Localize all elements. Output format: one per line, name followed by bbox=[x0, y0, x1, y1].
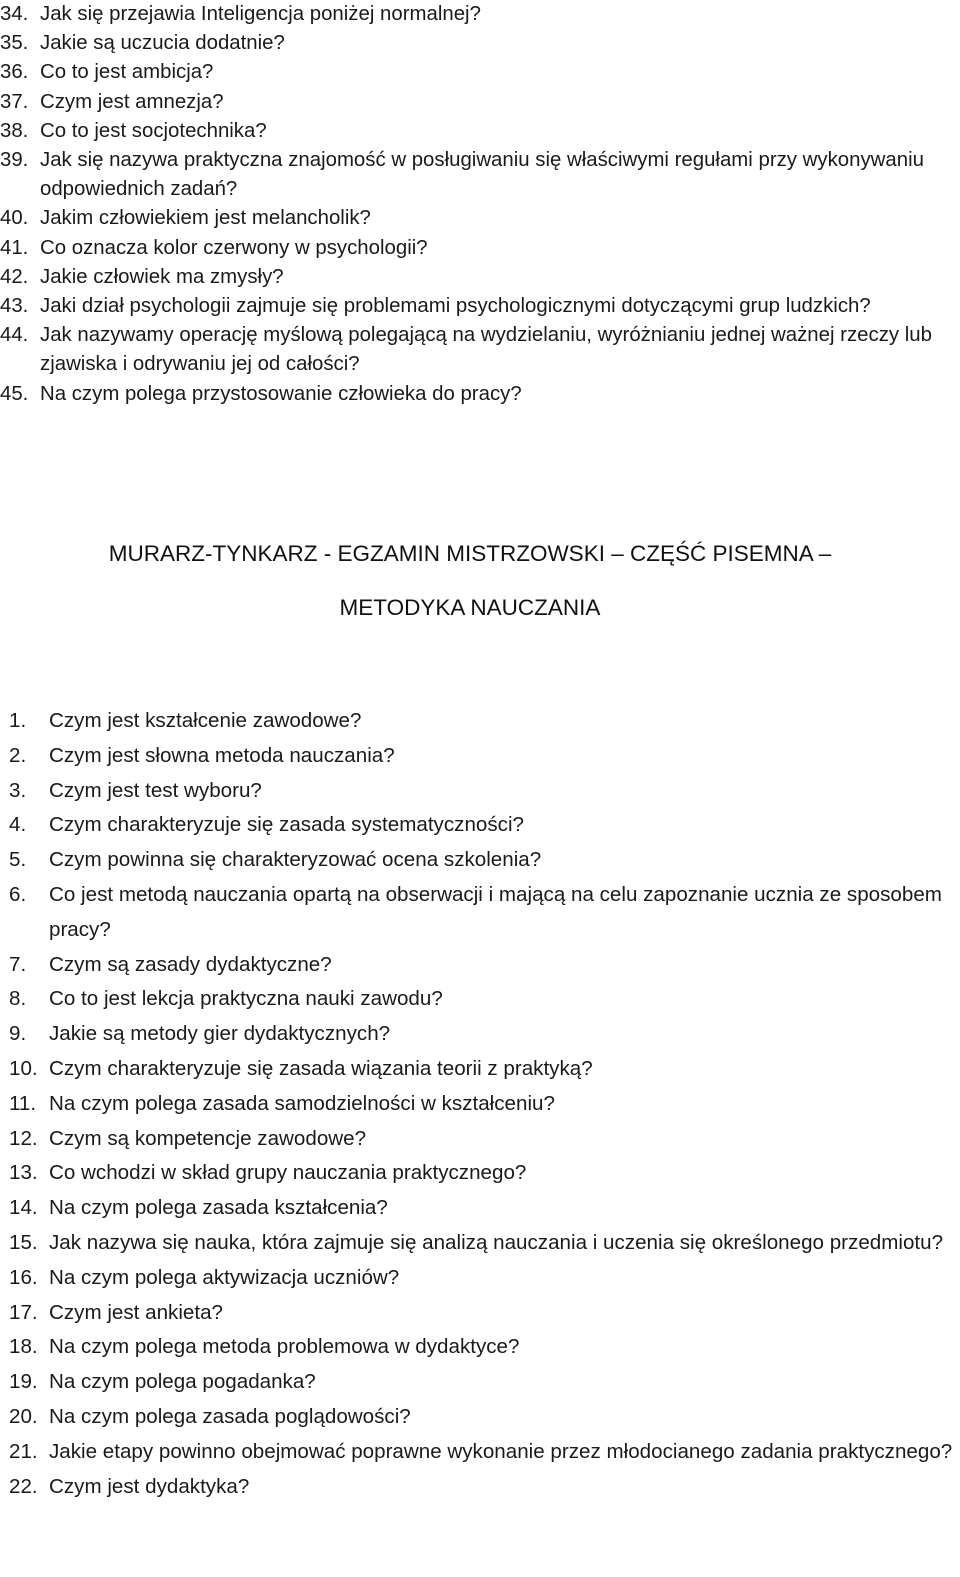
question-text: Na czym polega zasada samodzielności w kształceniu? bbox=[49, 1091, 555, 1115]
question-item bbox=[0, 982, 958, 1017]
question-item bbox=[0, 321, 958, 379]
question-text: Na czym polega pogadanka? bbox=[49, 1370, 316, 1394]
question-text: Co wchodzi w skład grupy nauczania praktycznego? bbox=[49, 1161, 527, 1185]
question-item bbox=[0, 1226, 958, 1261]
question-number: 1. bbox=[9, 709, 27, 732]
question-text: Co jest metodą nauczania opartą na obserwacji i mającą na celu zapoznanie ucznia ze sposobem pracy? bbox=[49, 882, 942, 941]
question-text: Na czym polega zasada poglądowości? bbox=[49, 1404, 411, 1428]
question-number: 8. bbox=[9, 987, 27, 1011]
question-item bbox=[0, 948, 958, 983]
question-item bbox=[0, 117, 958, 146]
question-number: 19. bbox=[9, 1370, 38, 1394]
question-text: Co to jest lekcja praktyczna nauki zawodu? bbox=[49, 987, 443, 1011]
question-item bbox=[0, 808, 958, 843]
question-item bbox=[0, 774, 958, 809]
question-number: 10. bbox=[9, 1056, 38, 1080]
question-number: 44. bbox=[0, 324, 29, 347]
exam-title: MURARZ-TYNKARZ - EGZAMIN MISTRZOWSKI – CZĘŚĆ PISEMNA – bbox=[108, 541, 832, 566]
question-number: 12. bbox=[9, 1126, 38, 1150]
question-number: 37. bbox=[0, 90, 29, 113]
question-item bbox=[0, 146, 958, 204]
question-item bbox=[0, 1052, 958, 1087]
question-number: 20. bbox=[9, 1404, 38, 1428]
question-number: 15. bbox=[9, 1230, 38, 1254]
question-text: Czym jest słowna metoda nauczania? bbox=[49, 743, 395, 767]
question-text: Czym jest test wyboru? bbox=[49, 778, 262, 802]
question-number: 34. bbox=[0, 3, 29, 25]
question-number: 14. bbox=[9, 1196, 38, 1220]
question-item bbox=[0, 1122, 958, 1157]
question-number: 13. bbox=[9, 1161, 38, 1185]
psychology-question-list bbox=[0, 0, 958, 409]
question-text: Czym są kompetencje zawodowe? bbox=[49, 1126, 367, 1150]
question-number: 45. bbox=[0, 382, 29, 405]
question-text: Jak nazywamy operację myślową polegającą na wydzielaniu, wyróżnianiu jednej ważnej rzeczy lub zjawiska i odrywaniu jej od całości? bbox=[40, 324, 932, 376]
question-text: Czym charakteryzuje się zasada systematyczności? bbox=[49, 813, 524, 837]
question-number: 41. bbox=[0, 236, 29, 259]
question-item bbox=[0, 0, 958, 29]
question-text: Czym jest dydaktyka? bbox=[49, 1474, 250, 1498]
question-text: Jak się nazywa praktyczna znajomość w posługiwaniu się właściwymi regułami przy wykonywaniu odpowiednich zadań? bbox=[40, 149, 924, 201]
methodology-question-list bbox=[0, 704, 958, 1504]
question-text: Na czym polega zasada kształcenia? bbox=[49, 1196, 388, 1220]
question-number: 21. bbox=[9, 1439, 38, 1463]
question-item bbox=[0, 380, 958, 409]
question-number: 17. bbox=[9, 1300, 38, 1324]
question-number: 7. bbox=[9, 952, 27, 976]
question-item bbox=[0, 1156, 958, 1191]
question-text: Na czym polega aktywizacja uczniów? bbox=[49, 1265, 400, 1289]
question-number: 36. bbox=[0, 61, 29, 84]
question-item bbox=[0, 234, 958, 263]
question-text: Czym jest ankieta? bbox=[49, 1300, 223, 1324]
question-item bbox=[0, 1191, 958, 1226]
question-number: 9. bbox=[9, 1022, 27, 1046]
question-number: 35. bbox=[0, 32, 29, 55]
question-text: Na czym polega przystosowanie człowieka do pracy? bbox=[40, 382, 522, 405]
question-number: 42. bbox=[0, 265, 29, 288]
question-item bbox=[0, 292, 958, 321]
question-item bbox=[0, 1365, 958, 1400]
question-text: Czym jest amnezja? bbox=[40, 90, 224, 113]
question-item bbox=[0, 1296, 958, 1331]
question-text: Co to jest socjotechnika? bbox=[40, 119, 267, 142]
question-text: Jakie człowiek ma zmysły? bbox=[40, 265, 284, 288]
question-number: 4. bbox=[9, 813, 27, 837]
question-item bbox=[0, 878, 958, 948]
question-text: Jakie są uczucia dodatnie? bbox=[40, 32, 285, 55]
question-number: 38. bbox=[0, 119, 29, 142]
question-number: 11. bbox=[9, 1091, 37, 1115]
question-item bbox=[0, 263, 958, 292]
question-item bbox=[0, 58, 958, 87]
question-text: Czym jest kształcenie zawodowe? bbox=[49, 709, 362, 732]
question-text: Jakie są metody gier dydaktycznych? bbox=[49, 1022, 391, 1046]
question-item bbox=[0, 1470, 958, 1505]
question-text: Czym charakteryzuje się zasada wiązania teorii z praktyką? bbox=[49, 1056, 593, 1080]
question-item bbox=[0, 1400, 958, 1435]
question-text: Jak się przejawia Inteligencja poniżej normalnej? bbox=[40, 3, 481, 25]
question-item bbox=[0, 843, 958, 878]
question-text: Co to jest ambicja? bbox=[40, 61, 214, 84]
question-item bbox=[0, 88, 958, 117]
question-text: Na czym polega metoda problemowa w dydaktyce? bbox=[49, 1335, 520, 1359]
question-number: 3. bbox=[9, 778, 27, 802]
question-number: 6. bbox=[9, 882, 27, 906]
question-text: Jakim człowiekiem jest melancholik? bbox=[40, 207, 371, 230]
question-item bbox=[0, 1330, 958, 1365]
question-item bbox=[0, 739, 958, 774]
question-item bbox=[0, 1261, 958, 1296]
question-text: Co oznacza kolor czerwony w psychologii? bbox=[40, 236, 428, 259]
question-text: Czym są zasady dydaktyczne? bbox=[49, 952, 332, 976]
question-number: 18. bbox=[9, 1335, 38, 1359]
section-title: METODYKA NAUCZANIA bbox=[339, 595, 601, 620]
question-text: Jaki dział psychologii zajmuje się problemami psychologicznymi dotyczącymi grup ludzkich? bbox=[40, 295, 871, 318]
question-item bbox=[0, 1017, 958, 1052]
question-item bbox=[0, 1087, 958, 1122]
question-number: 43. bbox=[0, 295, 29, 318]
question-item bbox=[0, 29, 958, 58]
question-number: 22. bbox=[9, 1474, 38, 1498]
question-text: Jakie etapy powinno obejmować poprawne wykonanie przez młodocianego zadania praktycznego? bbox=[49, 1439, 953, 1463]
question-text: Jak nazywa się nauka, która zajmuje się analizą nauczania i uczenia się określonego przedmiotu? bbox=[49, 1230, 944, 1254]
question-number: 40. bbox=[0, 207, 29, 230]
question-text: Czym powinna się charakteryzować ocena szkolenia? bbox=[49, 848, 542, 872]
question-item bbox=[0, 1435, 958, 1470]
question-number: 2. bbox=[9, 743, 27, 767]
question-number: 5. bbox=[9, 848, 27, 872]
question-number: 39. bbox=[0, 149, 29, 172]
question-item bbox=[0, 204, 958, 233]
question-item bbox=[0, 704, 958, 739]
question-number: 16. bbox=[9, 1265, 38, 1289]
